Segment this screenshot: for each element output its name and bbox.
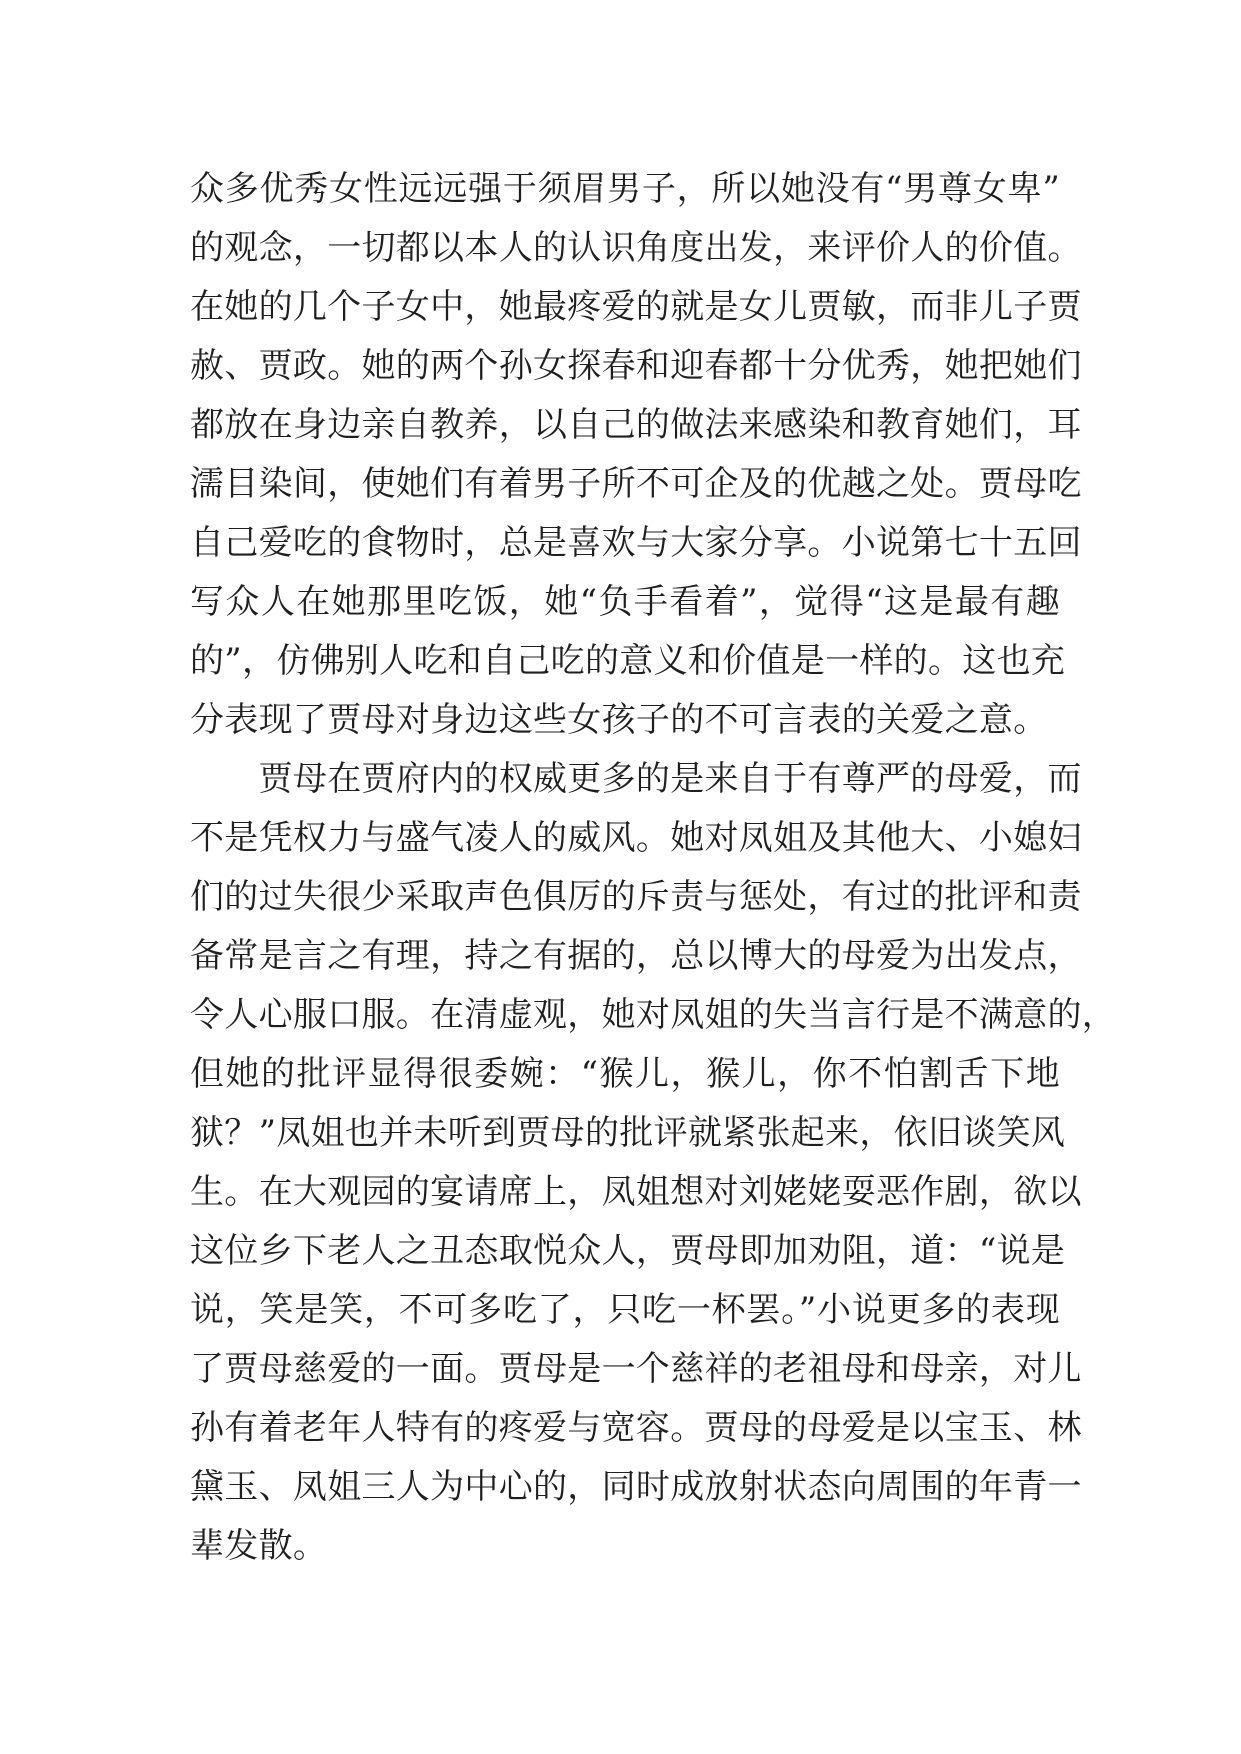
text-line: 说，笑是笑，不可多吃了，只吃一杯罢。”小说更多的表现 xyxy=(190,1290,1060,1330)
text-line: 自己爱吃的食物时，总是喜欢与大家分享。小说第七十五回 xyxy=(190,523,1082,563)
text-line: 不是凭权力与盛气凌人的威风。她对凤姐及其他大、小媳妇 xyxy=(190,818,1082,858)
text-line: 濡目染间，使她们有着男子所不可企及的优越之处。贾母吃 xyxy=(190,464,1082,504)
text-line: 辈发散。 xyxy=(190,1526,328,1566)
paragraph-2 xyxy=(190,750,1117,1576)
text-line: 黛玉、凤姐三人为中心的，同时成放射状态向周围的年青一 xyxy=(190,1467,1082,1507)
text-line: 但她的批评显得很委婉：“猴儿，猴儿，你不怕割舌下地 xyxy=(190,1054,1060,1094)
paragraph-1 xyxy=(190,160,1082,750)
text-line: 们的过失很少采取声色俱厉的斥责与惩处，有过的批评和责 xyxy=(190,877,1082,917)
text-line: 分表现了贾母对身边这些女孩子的不可言表的关爱之意。 xyxy=(190,700,1048,740)
text-line: 赦、贾政。她的两个孙女探春和迎春都十分优秀，她把她们 xyxy=(190,346,1082,386)
text-line: 贾母在贾府内的权威更多的是来自于有尊严的母爱，而 xyxy=(190,759,1082,799)
text-line: 在她的几个子女中，她最疼爱的就是女儿贾敏，而非儿子贾 xyxy=(190,287,1082,327)
text-line: 这位乡下老人之丑态取悦众人，贾母即加劝阻，道：“说是 xyxy=(190,1231,1066,1271)
text-line: 的”，仿佛别人吃和自己吃的意义和价值是一样的。这也充 xyxy=(190,641,1066,681)
text-line: 都放在身边亲自教养，以自己的做法来感染和教育她们，耳 xyxy=(190,405,1082,445)
text-line: 众多优秀女性远远强于须眉男子，所以她没有“男尊女卑” xyxy=(190,169,1060,209)
text-line: 狱？”凤姐也并未听到贾母的批评就紧张起来，依旧谈笑风 xyxy=(190,1113,1066,1153)
text-line: 写众人在她那里吃饭，她“负手看着”，觉得“这是最有趣 xyxy=(190,582,1060,622)
text-line: 备常是言之有理，持之有据的，总以博大的母爱为出发点， xyxy=(190,936,1082,976)
text-line: 令人心服口服。在清虚观，她对凤姐的失当言行是不满意的， xyxy=(190,995,1117,1035)
text-line: 的观念，一切都以本人的认识角度出发，来评价人的价值。 xyxy=(190,228,1082,268)
body-text xyxy=(190,160,1117,1576)
text-line: 了贾母慈爱的一面。贾母是一个慈祥的老祖母和母亲，对儿 xyxy=(190,1349,1082,1389)
text-line: 孙有着老年人特有的疼爱与宽容。贾母的母爱是以宝玉、林 xyxy=(190,1408,1082,1448)
text-line: 生。在大观园的宴请席上，凤姐想对刘姥姥耍恶作剧，欲以 xyxy=(190,1172,1082,1212)
